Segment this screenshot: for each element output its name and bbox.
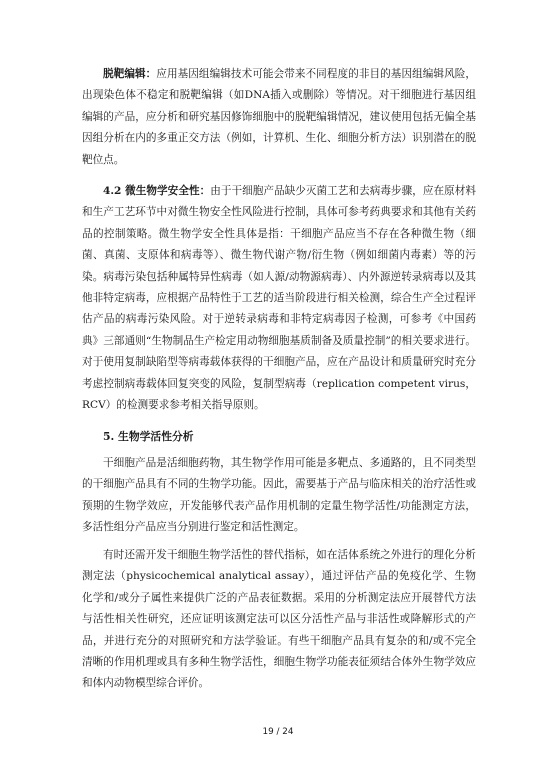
off-target-text: 应用基因组编辑技术可能会带来不同程度的非目的基因组编辑风险，出现染色体不稳定和脱靶编辑（如DNA插入或删除）等情况。对干细胞进行基因组编辑的产品，应分析和研究基因修饰细胞中的脱靶编辑情况，建议使用包括无偏全基因组分析在内的多重正交方法（例如，计算机、生化、细胞分析方法）识别潜在的脱靶位点。	[82, 68, 476, 166]
microbial-safety-term: 4.2 微生物学安全性：	[103, 185, 211, 197]
off-target-paragraph	[82, 64, 476, 171]
bioactivity-paragraph-1: 干细胞产品是活细胞药物，其生物学作用可能是多靶点、多通路的，且不同类型的干细胞产品具有不同的生物学功能。因此，需要基于产品与临床相关的治疗活性或预期的生物学效应，开发能够代表产品作用机制的定量生物学活性/功能测定方法，多活性组分产品应当分别进行鉴定和活性测定。	[82, 457, 476, 534]
section-heading-bioactivity: 5. 生物学活性分析	[103, 430, 194, 443]
off-target-term: 脱靶编辑：	[103, 68, 157, 80]
page-number: 19 / 24	[262, 727, 294, 737]
bioactivity-paragraph-2: 有时还需开发干细胞生物学活性的替代指标，如在活体系统之外进行的理化分析测定法（physicochemical analytical assay），通过评估产品的免疫化学、生物化学和/或分子属性来提供广泛的产品表征数据。采用的分析测定法应开展替代方法与活性相关性研究，还应证明该测定法可以区分活性产品与非活性或降解形式的产品，并进行充分的对照研究和方法学验证。有些干细胞产品具有复杂的和/或不完全清晰的作用机理或具有多种生物学活性，细胞生物学功能表征须结合体外生物学效应和体内动物模型综合评价。	[82, 549, 476, 690]
microbial-safety-text: 由于干细胞产品缺少灭菌工艺和去病毒步骤，应在原材料和生产工艺环节中对微生物安全性风险进行控制，具体可参考药典要求和其他有关药品的控制策略。微生物学安全性具体是指：干细胞产品应当不存在各种微生物（细菌、真菌、支原体和病毒等）、微生物代谢产物/衍生物（例如细菌内毒素）等的污染。病毒污染包括种属特异性病毒（如人源/动物源病毒）、内外源逆转录病毒以及其他非特定病毒，应根据产品特性于工艺的适当阶段进行相关检测，综合生产全过程评估产品的病毒污染风险。对于逆转录病毒和非特定病毒因子检测，可参考《中国药典》三部通则“生物制品生产检定用动物细胞基质制备及质量控制”的相关要求进行。对于使用复制缺陷型等病毒载体获得的干细胞产品，应在产品设计和质量研究时充分考虑控制病毒载体回复突变的风险，复制型病毒（replication competent virus，RCV）的检测要求参考相关指导原则。	[82, 185, 476, 412]
microbial-safety-paragraph	[82, 181, 476, 416]
